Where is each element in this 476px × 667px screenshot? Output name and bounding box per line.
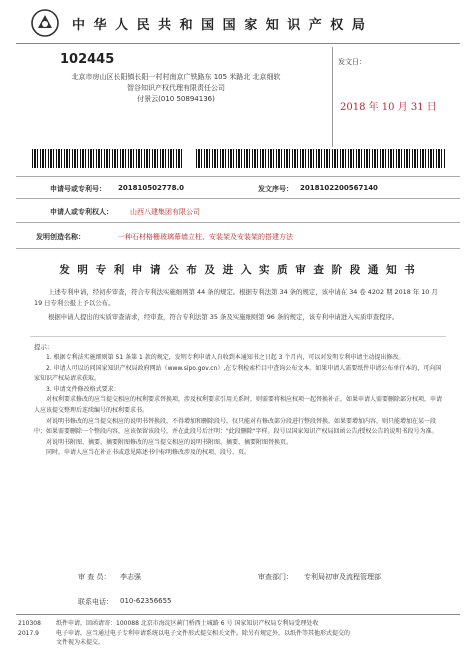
footnote-line-3: 文件视为未提交。: [56, 639, 105, 646]
phone-number: 010-62356655: [120, 597, 172, 605]
hint-note-2: 2. 申请人可以访问国家知识产权局政府网站（www.sipo.gov.cn）,在专利检索栏目中查询公布文本。如果申请人需要纸件申请公布单行本的，可向国家知识产权局请求获取。: [34, 364, 442, 383]
examiner-label: 审 查 员：: [78, 573, 111, 581]
applicant-label: 申请人或专利权人：: [50, 208, 113, 216]
address-line-2: 智谷知识产权代理有限责任公司: [127, 84, 225, 92]
department-name: 专利局初审及流程管理部: [304, 573, 381, 581]
send-date-label: 发文日：: [338, 58, 366, 66]
phone-label: 联系电话：: [78, 598, 113, 606]
info-divider-3: [16, 248, 460, 249]
notice-divider: [30, 336, 446, 337]
address-line-3: 付景云(010 50894136): [137, 95, 215, 103]
footer-divider: [16, 614, 460, 615]
send-date-divider: [332, 47, 333, 147]
hint-note-1: 1. 根据专利法实施细则第 51 条第 1 款的规定，发明专利申请人自收到本通知书之日起 3 个月内，可以对发明专利申请主动提出修改。: [46, 354, 405, 361]
header-divider: [16, 43, 460, 44]
notice-title: 发 明 专 利 申 请 公 布 及 进 入 实 质 审 查 阶 段 通 知 书: [59, 264, 417, 276]
applicant-value: 山西八建集团有限公司: [130, 208, 200, 216]
info-divider-top: [16, 176, 460, 177]
hint-note-5: 对说明书修改的应当提交相应的说明书替换段，不得增加和删除段号，仅只能对有修改部分段进行整段替换。如果要增加内容，则只能增加在某一段中；如果需要删除一个整段内容，应该保留该段号，并在此段号后注明："此段删除"字样。段号以国家知识产权局回函公告/授权公告的说明书段号为准。: [34, 417, 438, 436]
hint-label: 提示：: [34, 343, 54, 351]
app-no-value: 201810502778.0: [118, 184, 184, 192]
cnipa-logo-icon: [30, 8, 60, 38]
postcode: 102445: [60, 52, 115, 67]
recipient-address: [56, 72, 296, 105]
hint-note-3: 3. 申请文件修改格式要求：: [46, 385, 120, 393]
app-no-label: 申请号或专利号：: [50, 185, 106, 193]
address-line-1: 北京市房山区长阳镇长阳一村村南京广铁路东 105 米路北 北京细软: [71, 73, 281, 81]
department-label: 审查部门：: [258, 573, 293, 581]
examiner-name: 李志强: [120, 573, 141, 581]
notice-paragraph-1: 上述专利申请，经初步审查，符合专利法实施细则第 44 条的规定。根据专利法第 34 条的规定，该申请在 34 卷 4202 期 2018 年 10 月 19 日专利公报上予以公布。: [34, 288, 438, 307]
hint-note-7: 同时，申请人应当在补正书或意见陈述书中标明修改涉及的权项、段号、页。: [46, 449, 251, 457]
doc-no-value: 2018102200567140: [300, 184, 378, 192]
info-divider-1: [16, 198, 460, 199]
invention-label: 发明创造名称：: [36, 233, 85, 241]
invention-value: 一种石材格栅玻璃幕墙立柱、安装架及安装架的搭建方法: [118, 233, 293, 241]
barcode-right: [196, 149, 446, 168]
agency-name: 中 华 人 民 共 和 国 国 家 知 识 产 权 局: [72, 18, 367, 33]
form-code: 210308: [18, 620, 41, 627]
hint-notes: [34, 353, 444, 459]
info-divider-2: [16, 222, 460, 223]
hint-note-6: 对说明书附图、摘要、摘要附图修改的应当提交相应的说明书附图、摘要、摘要附图替换页。: [46, 438, 293, 446]
doc-no-label: 发文序号：: [258, 185, 293, 193]
hint-note-4: 对权利要求修改的应当提交相应的权利要求替换项，涉及权利要求引用关系时，则需要将相应权项一起替换补正。如果申请人需要删除部分权项，申请人应该提交整理后连续编号的权利要求书。: [34, 396, 443, 414]
footnote-line-1: 纸件申请，回函请寄：100088 北京市海淀区蓟门桥西土城路 6 号 国家知识产权局专利局受理处收: [56, 620, 319, 627]
send-date-stamp: 2018 年 10 月 31 日: [340, 102, 437, 113]
form-version: 2017.9: [18, 630, 39, 637]
barcode-left: [32, 149, 184, 168]
mail-instructions: [56, 619, 456, 648]
footnote-line-2: 电子申请，应当通过电子专利申请系统以电子文件形式提交相关文件。除另有规定外，以纸件等其他形式提交的: [56, 629, 351, 637]
notice-paragraph-2: 根据申请人提出的实质审查请求，经审查，符合专利法第 35 条及实施细则第 96 条的规定，该专利申请进入实质审查程序。: [48, 313, 399, 321]
